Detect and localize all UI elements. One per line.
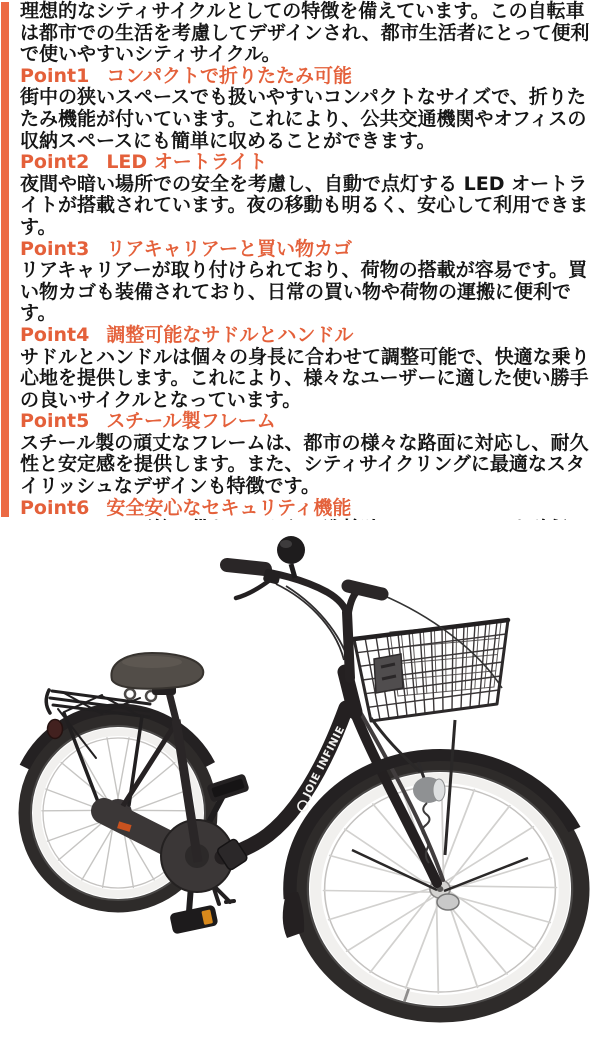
- point-title: 調整可能なサドルとハンドル: [106, 323, 354, 346]
- accent-bar: [1, 2, 9, 517]
- point4-body: サドルとハンドルは個々の身長に合わせて調整可能で、快適な乗り心地を提供します。これにより、様々なユーザーに適した使い勝手の良いサイクルとなっています。: [20, 345, 590, 411]
- pedal-lower: [169, 904, 218, 934]
- light-lens: [433, 779, 445, 801]
- bicycle-photo: [0, 520, 600, 1039]
- pedal-upper: [206, 773, 250, 802]
- front-basket: [354, 620, 508, 772]
- point6-heading: [20, 498, 596, 520]
- basket-plate: [374, 654, 403, 693]
- point-label: Point6: [20, 496, 90, 519]
- point-label: Point2: [20, 151, 90, 174]
- point1-heading: [20, 66, 596, 88]
- point1-body: 街中の狭いスペースでも扱いやすいコンパクトなサイズで、折りたたみ機能が付いています。これにより、公共交通機関やオフィスの収納スペースにも簡単に収めることができます。: [20, 86, 587, 152]
- right-grip: [348, 586, 382, 594]
- point2-heading: [20, 152, 596, 174]
- point3-body: リアキャリアーが取り付けられており、荷物の搭載が容易です。買い物カゴも装備されており、日常の買い物や荷物の運搬に便利です。: [20, 259, 588, 325]
- saddle-spring-icon: [125, 689, 135, 699]
- basket-stay-rod: [445, 720, 455, 855]
- point-title: LED オートライト: [106, 151, 268, 174]
- bicycle-image: [0, 520, 600, 1039]
- frame-brand-text: JOIE INFINIE: [300, 724, 348, 800]
- point3-heading: [20, 239, 596, 261]
- brake-lever: [236, 580, 270, 598]
- bell-icon: [277, 536, 305, 564]
- point-label: Point4: [20, 323, 90, 346]
- hub-brake-chrome: [437, 894, 459, 910]
- stem: [347, 612, 350, 678]
- saddle-highlight: [122, 656, 182, 668]
- point-label: Point3: [20, 237, 90, 260]
- point-label: Point5: [20, 410, 90, 433]
- point4-heading: [20, 325, 596, 347]
- point5-body: スチール製の頑丈なフレームは、都市の様々な路面に対応し、耐久性と安定感を提供します。また、シティサイクリングに最適なスタイリッシュなデザインも特徴です。: [20, 431, 589, 498]
- rear-reflector-icon: [48, 720, 63, 739]
- point-title: 安全安心なセキュリティ機能: [106, 496, 352, 519]
- point-title: コンパクトで折りたたみ可能: [106, 64, 352, 87]
- intro-paragraph: 理想的なシティサイクルとしての特徴を備えています。この自転車は都市での生活を考慮してデザインされ、都市生活者にとって便利で使いやすいシティサイクル。: [20, 0, 590, 66]
- point5-heading: [20, 411, 596, 433]
- bell-highlight: [280, 540, 292, 548]
- point2-body: 夜間や暗い場所での安全を考慮し、自動で点灯する LED オートライトが搭載されています。夜の移動も明るく、安心して利用できます。: [20, 172, 589, 238]
- point-title: スチール製フレーム: [106, 410, 276, 433]
- point-title: リアキャリアーと買い物カゴ: [106, 237, 352, 260]
- point-label: Point1: [20, 64, 90, 87]
